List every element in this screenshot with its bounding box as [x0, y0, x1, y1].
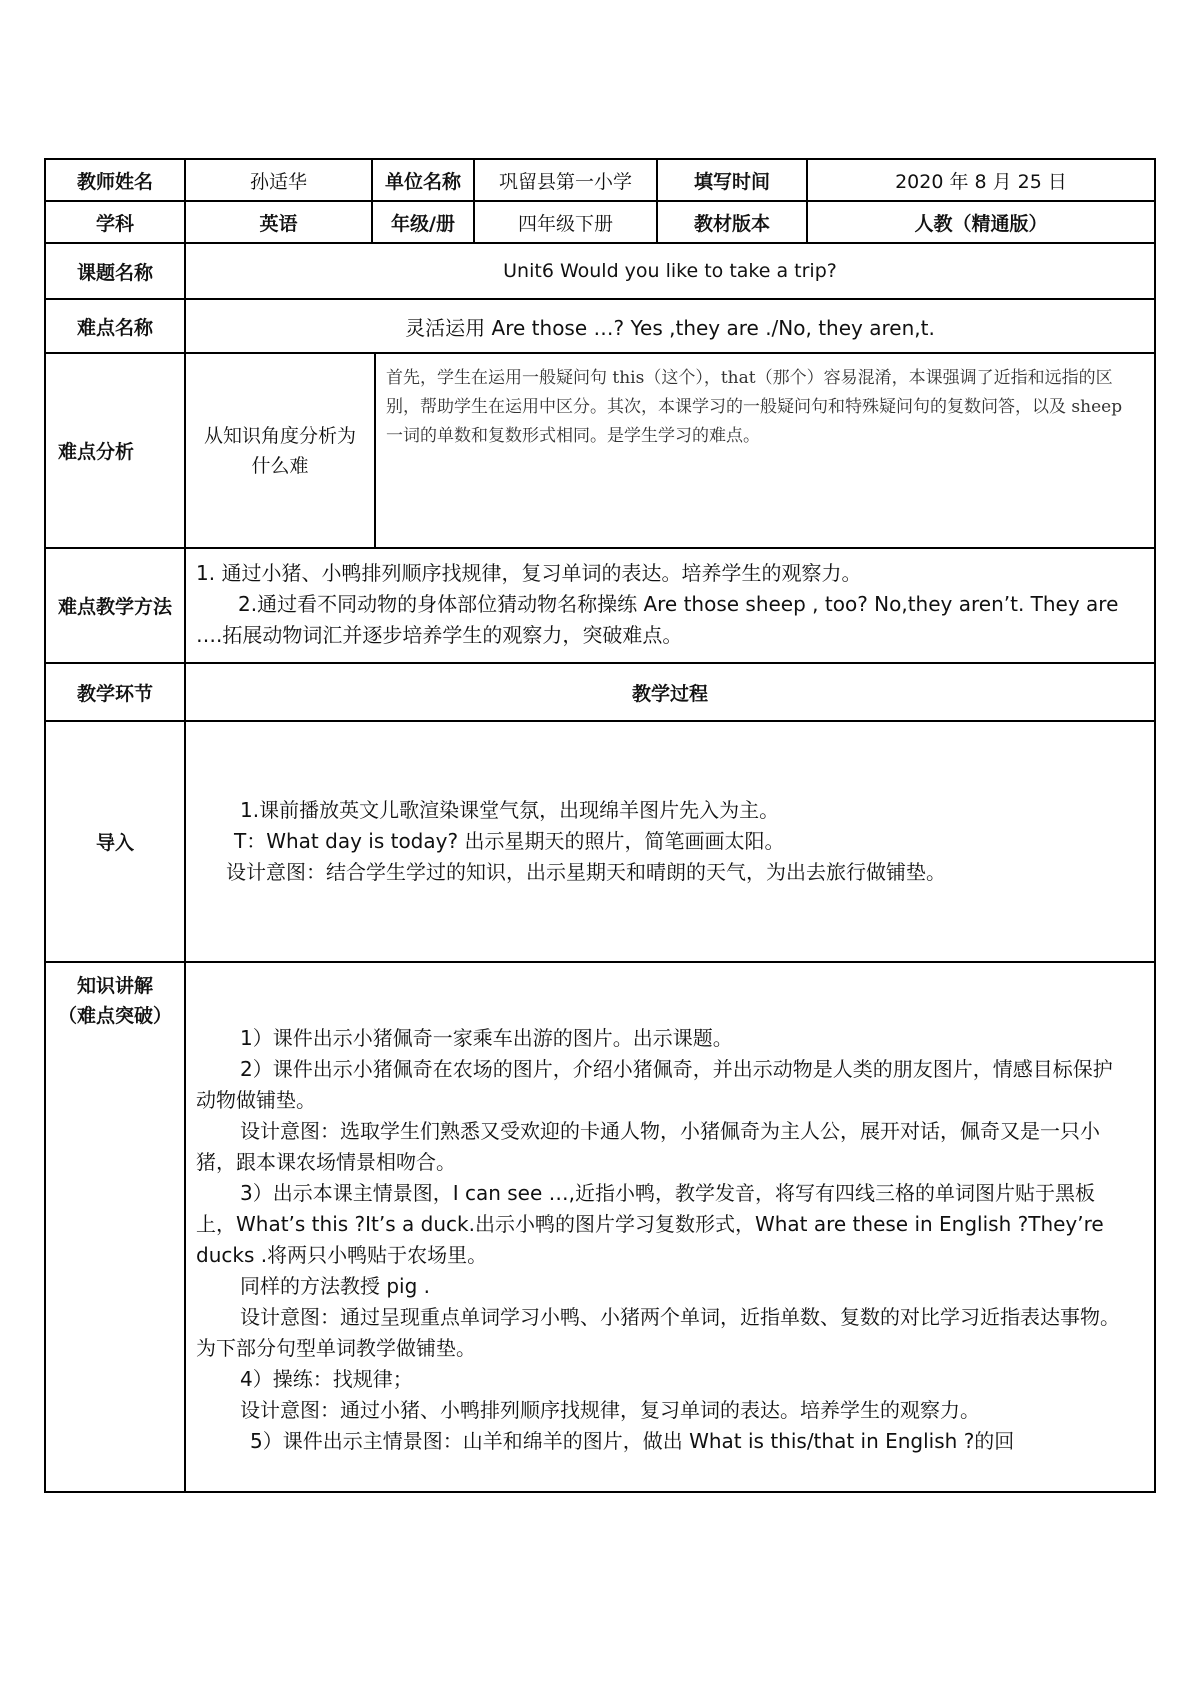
knowledge-label-line-2: （难点突破）	[57, 1005, 172, 1027]
date-label: 填写时间	[657, 159, 807, 201]
edition-label: 教材版本	[657, 201, 807, 243]
knowledge-p9: 5）课件出示主情景图：山羊和绵羊的图片，做出 What is this/that in English ?的回	[250, 1429, 1015, 1453]
intro-line-3: 设计意图：结合学生学过的知识，出示星期天和晴朗的天气，为出去旅行做铺垫。	[226, 860, 946, 884]
analysis-row	[45, 353, 1155, 548]
intro-content	[185, 721, 1155, 962]
grade-value: 四年级下册	[474, 201, 657, 243]
unit-label: 单位名称	[372, 159, 474, 201]
header-row-1	[45, 159, 1155, 201]
knowledge-p4: 3）出示本课主情景图，I can see …,近指小鸭，教学发音，将写有四线三格的单词图片贴于黑板上，What’s this ?It’s a duck.出示小鸭的图片学习复数形式，What are these in English ?They’re ducks .将两只小鸭贴于农场里。	[196, 1181, 1104, 1267]
lesson-plan-sheet	[44, 158, 1154, 1493]
method-line-2: 2.通过看不同动物的身体部位猜动物名称操练 Are those sheep , too? No,they aren’t. They are ….拓展动物词汇并逐步培养学生的观察力，突破难点。	[196, 592, 1119, 647]
date-value: 2020 年 8 月 25 日	[807, 159, 1155, 201]
process-header-value: 教学过程	[185, 663, 1155, 721]
analysis-sub-label: 从知识角度分析为什么难	[186, 354, 375, 547]
method-row	[45, 548, 1155, 663]
knowledge-p3: 设计意图：选取学生们熟悉又受欢迎的卡通人物，小猪佩奇为主人公，展开对话，佩奇又是一只小猪，跟本课农场情景相吻合。	[196, 1119, 1100, 1174]
topic-value: Unit6 Would you like to take a trip?	[185, 243, 1155, 299]
knowledge-p2: 2）课件出示小猪佩奇在农场的图片，介绍小猪佩奇，并出示动物是人类的朋友图片，情感目标保护动物做铺垫。	[196, 1057, 1113, 1112]
knowledge-p7: 4）操练：找规律；	[240, 1367, 413, 1391]
subject-label: 学科	[45, 201, 185, 243]
intro-row	[45, 721, 1155, 962]
unit-value: 巩留县第一小学	[474, 159, 657, 201]
knowledge-content	[185, 962, 1155, 1492]
knowledge-p6: 设计意图：通过呈现重点单词学习小鸭、小猪两个单词，近指单数、复数的对比学习近指表达事物。为下部分句型单词教学做铺垫。	[196, 1305, 1120, 1360]
method-content	[185, 548, 1155, 663]
knowledge-label-line-1: 知识讲解	[76, 975, 153, 997]
knowledge-label	[45, 962, 185, 1492]
teacher-value: 孙适华	[185, 159, 372, 201]
analysis-subtable	[186, 354, 1154, 547]
teacher-label: 教师姓名	[45, 159, 185, 201]
difficulty-row	[45, 299, 1155, 353]
subject-value: 英语	[185, 201, 372, 243]
process-header-row	[45, 663, 1155, 721]
analysis-text: 首先，学生在运用一般疑问句 this（这个），that（那个）容易混淆，本课强调了近指和远指的区别，帮助学生在运用中区分。其次，本课学习的一般疑问句和特殊疑问句的复数问答，以及 sheep 一词的单数和复数形式相同。是学生学习的难点。	[386, 368, 1123, 446]
method-line-1: 1. 通过小猪、小鸭排列顺序找规律，复习单词的表达。培养学生的观察力。	[196, 561, 862, 585]
intro-line-1: 1.课前播放英文儿歌渲染课堂气氛，出现绵羊图片先入为主。	[240, 798, 780, 822]
knowledge-row	[45, 962, 1155, 1492]
topic-label: 课题名称	[45, 243, 185, 299]
grade-label: 年级/册	[372, 201, 474, 243]
lesson-plan-table	[44, 158, 1156, 1493]
difficulty-label: 难点名称	[45, 299, 185, 353]
intro-line-2: T：What day is today? 出示星期天的照片，简笔画画太阳。	[234, 829, 785, 853]
process-header-label: 教学环节	[45, 663, 185, 721]
intro-label: 导入	[45, 721, 185, 962]
knowledge-p1: 1）课件出示小猪佩奇一家乘车出游的图片。出示课题。	[240, 1026, 733, 1050]
difficulty-value: 灵活运用 Are those …? Yes ,they are ./No, they aren,t.	[185, 299, 1155, 353]
analysis-label: 难点分析	[45, 353, 185, 548]
header-row-2	[45, 201, 1155, 243]
topic-row	[45, 243, 1155, 299]
method-label: 难点教学方法	[45, 548, 185, 663]
knowledge-p5: 同样的方法教授 pig .	[240, 1274, 431, 1298]
knowledge-p8: 设计意图：通过小猪、小鸭排列顺序找规律，复习单词的表达。培养学生的观察力。	[240, 1398, 980, 1422]
analysis-content	[185, 353, 1155, 548]
edition-value: 人教（精通版）	[807, 201, 1155, 243]
